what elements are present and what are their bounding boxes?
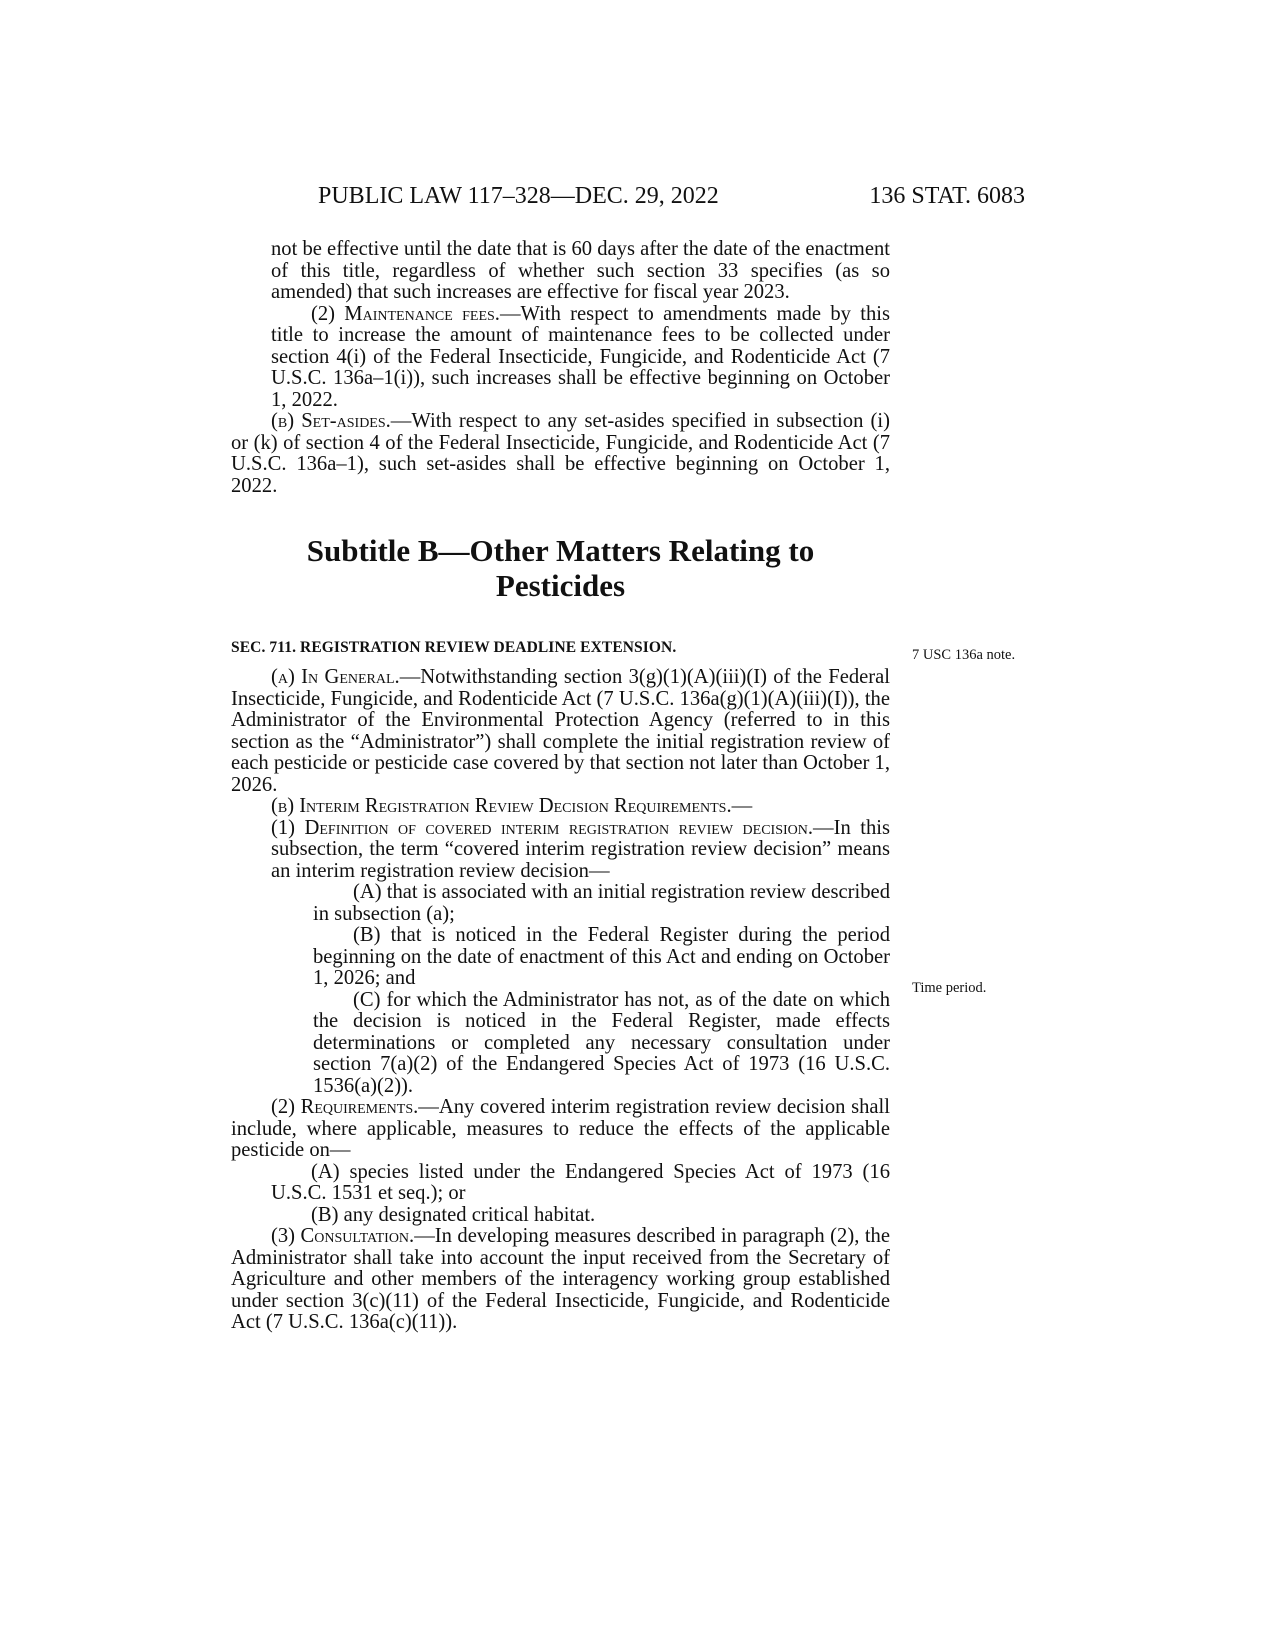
subparagraph-b2-a: (A) species listed under the Endangered Species Act of 1973 (16 U.S.C. 1531 et seq.); or [271, 1160, 890, 1204]
page-number: 136 STAT. 6083 [869, 183, 1025, 209]
paragraph-b2 [231, 1097, 890, 1162]
subtitle-line-2: Pesticides [495, 568, 626, 603]
margin-note-time-period: Time period. [912, 980, 987, 996]
paragraph-b3-text: —In developing measures described in paragraph (2), the Administrator shall take into account the input received from the Secretary of Agriculture and other members of the interagency working group established under section 3(c)(11) of the Federal Insecticide, Fungicide, and Rodenticide Act (7 U.S.C. 136a(c)(11)). [231, 1225, 890, 1333]
paragraph-b1-block [231, 818, 890, 883]
paragraph-b1-subitems [231, 882, 890, 1097]
set-asides-label: (b) Set-asides. [271, 410, 391, 432]
subsection-a-text: —Notwithstanding section 3(g)(1)(A)(iii)(I) of the Federal Insecticide, Fungicide, and Rodenticide Act (7 U.S.C. 136a(g)(1)(A)(iii)(I)), the Administrator of the Environmental Protection Agency (referred to in this section as the “Administrator”) shall complete the initial registration review of each pesticide or pesticide case covered by that section not later than October 1, 2026. [231, 666, 891, 796]
maintenance-fees-paragraph [271, 304, 890, 412]
subtitle-heading [231, 533, 890, 603]
paragraph-b2-subitems [231, 1162, 890, 1227]
subparagraph-b1-b: (B) that is noticed in the Federal Register during the period beginning on the date of enactment of this Act and ending on October 1, 2026; and [313, 924, 890, 989]
continued-paragraph [231, 239, 890, 411]
subsection-b-text: — [731, 795, 753, 817]
section-heading: SEC. 711. REGISTRATION REVIEW DEADLINE EXTENSION. [231, 639, 677, 656]
page-body [231, 239, 890, 1334]
paragraph-b3 [231, 1226, 890, 1334]
subparagraph-b1-a: (A) that is associated with an initial registration review described in subsection (a); [313, 881, 890, 925]
paragraph-b3-label: (3) Consultation. [271, 1225, 415, 1247]
subparagraph-b1-c: (C) for which the Administrator has not, as of the date on which the decision is noticed in the Federal Register, made effects determinations or completed any necessary consultation under section 7(a)(2) of the Endangered Species Act of 1973 (16 U.S.C. 1536(a)(2)). [313, 988, 890, 1097]
maintenance-fees-label: (2) Maintenance fees. [311, 302, 500, 325]
subtitle-line-1: Subtitle B—Other Matters Relating to [306, 533, 815, 568]
set-asides-text: —With respect to any set-asides specified in subsection (i) or (k) of section 4 of the Federal Insecticide, Fungicide, and Rodenticide Act (7 U.S.C. 136a–1), such set-asides shall be effective beginning on October 1, 2022. [231, 410, 890, 497]
subsection-b-label: (b) Interim Registration Review Decision Requirements. [271, 795, 732, 817]
set-asides-paragraph [231, 411, 890, 497]
paragraph-b1 [271, 818, 890, 883]
subsection-a-label: (a) In General. [271, 666, 400, 688]
running-head-title: PUBLIC LAW 117–328—DEC. 29, 2022 [318, 183, 719, 209]
paragraph-b1-text: —In this subsection, the term “covered interim registration review decision” means an interim registration review decision— [271, 816, 890, 882]
subsection-b [231, 796, 890, 818]
margin-note-usc: 7 USC 136a note. [912, 647, 1016, 663]
maintenance-fees-text: —With respect to amendments made by this title to increase the amount of maintenance fees to be collected under section 4(i) of the Federal Insecticide, Fungicide, and Rodenticide Act (7 U.S.C. 136a–1(i)), such increases shall be effective beginning on October 1, 2022. [271, 302, 890, 411]
paragraph-1-continued: not be effective until the date that is 60 days after the date of the enactment of this title, regardless of whether such section 33 specifies (as so amended) that such increases are effective for fiscal year 2023. [271, 238, 890, 303]
subparagraph-b2-b: (B) any designated critical habitat. [311, 1203, 596, 1226]
paragraph-b2-label: (2) Requirements. [271, 1096, 419, 1118]
paragraph-b2-text: —Any covered interim registration review decision shall include, where applicable, measures to reduce the effects of the applicable pesticide on— [231, 1096, 890, 1161]
subsection-a [231, 667, 890, 796]
paragraph-b1-label: (1) Definition of covered interim registration review decision. [271, 816, 814, 839]
